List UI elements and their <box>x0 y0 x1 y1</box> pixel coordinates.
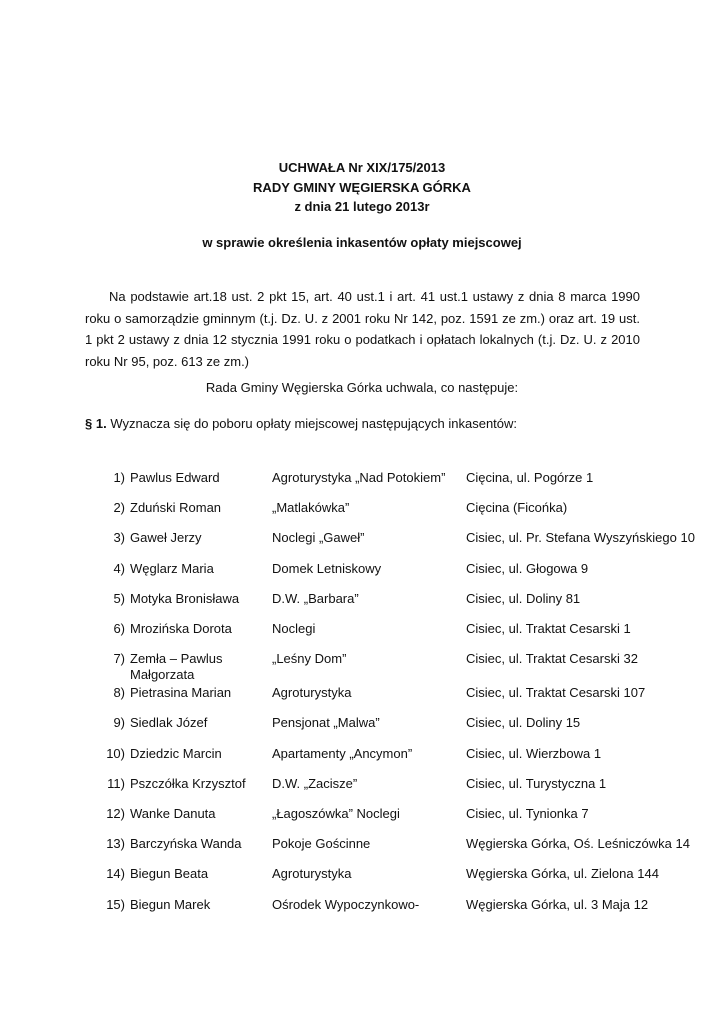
collector-row <box>0 715 724 733</box>
collector-number: 14) <box>106 866 125 881</box>
collector-row <box>0 500 724 518</box>
collector-number: 11) <box>107 776 125 791</box>
lodging-type: D.W. „Zacisze” <box>272 776 358 791</box>
collector-name-cell <box>130 621 265 637</box>
collector-name-cell <box>130 685 265 701</box>
collector-name: Dziedzic Marcin <box>130 746 222 761</box>
section-mark: § 1. <box>85 416 107 431</box>
legal-basis-paragraph <box>85 286 640 372</box>
collector-number: 12) <box>106 806 125 821</box>
collector-name: Wanke Danuta <box>130 806 216 821</box>
collector-name-continued: Małgorzata <box>130 667 195 682</box>
collector-row <box>0 746 724 764</box>
lodging-type: Pensjonat „Malwa” <box>272 715 380 730</box>
collector-number: 7) <box>113 651 125 666</box>
collector-name-cell <box>130 651 265 683</box>
collector-number: 8) <box>113 685 125 700</box>
lodging-address: Cisiec, ul. Tynionka 7 <box>466 806 589 821</box>
collector-number: 4) <box>113 561 125 576</box>
collector-number: 3) <box>113 530 125 545</box>
lodging-type: Noclegi <box>272 621 316 636</box>
collector-row <box>0 897 724 915</box>
collector-name: Siedlak Józef <box>130 715 208 730</box>
lodging-address: Cisiec, ul. Pr. Stefana Wyszyńskiego 10 <box>466 530 695 545</box>
collector-name-cell <box>130 561 265 577</box>
collector-row <box>0 866 724 884</box>
collector-number: 1) <box>113 470 125 485</box>
lodging-address: Cisiec, ul. Doliny 81 <box>466 591 581 606</box>
collector-name-cell <box>130 746 265 762</box>
lodging-type: Noclegi „Gaweł” <box>272 530 365 545</box>
collector-row <box>0 561 724 579</box>
collector-name: Pszczółka Krzysztof <box>130 776 246 791</box>
lodging-address: Węgierska Górka, Oś. Leśniczówka 14 <box>466 836 690 851</box>
legal-basis-text: Na podstawie art.18 ust. 2 pkt 15, art. 40 ust.1 i art. 41 ust.1 ustawy z dnia 8 marca 1990 roku o samorządzie gminnym (t.j. Dz. U. z 2001 roku Nr 142, poz. 1591 ze zm.) oraz art. 19 ust. 1 pkt 2 ustawy z dnia 12 stycznia 1991 roku o podatkach i opłatach lokalnych (t.j. Dz. U. z 2010 roku Nr 95, poz. 613 ze zm.) <box>85 289 640 369</box>
collector-name: Gaweł Jerzy <box>130 530 202 545</box>
lodging-type: Apartamenty „Ancymon” <box>272 746 413 761</box>
collector-row <box>0 806 724 824</box>
collector-number: 9) <box>113 715 125 730</box>
collector-name-cell <box>130 866 265 882</box>
lodging-address: Cięcina (Ficońka) <box>466 500 568 515</box>
lodging-address: Cisiec, ul. Traktat Cesarski 1 <box>466 621 631 636</box>
lodging-type: „Leśny Dom” <box>272 651 347 666</box>
lodging-address: Cisiec, ul. Wierzbowa 1 <box>466 746 602 761</box>
collector-row <box>0 470 724 488</box>
resolution-subject: w sprawie określenia inkasentów opłaty miejscowej <box>202 235 522 250</box>
section-1 <box>85 416 685 432</box>
lodging-address: Cięcina, ul. Pogórze 1 <box>466 470 594 485</box>
lodging-type: Ośrodek Wypoczynkowo- <box>272 897 420 912</box>
collector-name-cell <box>130 836 265 852</box>
collector-name-cell <box>130 897 265 913</box>
collector-name-cell <box>130 715 265 731</box>
collector-name-cell <box>130 776 265 792</box>
collector-name-cell <box>130 500 265 516</box>
resolution-date: z dnia 21 lutego 2013r <box>294 199 430 214</box>
lodging-address: Cisiec, ul. Traktat Cesarski 107 <box>466 685 646 700</box>
section-text: Wyznacza się do poboru opłaty miejscowej następujących inkasentów: <box>110 416 518 431</box>
lodging-address: Cisiec, ul. Traktat Cesarski 32 <box>466 651 638 666</box>
council-name: RADY GMINY WĘGIERSKA GÓRKA <box>253 180 471 195</box>
collector-name: Pawlus Edward <box>130 470 220 485</box>
collector-row <box>0 530 724 548</box>
lodging-address: Węgierska Górka, ul. 3 Maja 12 <box>466 897 649 912</box>
collector-name: Pietrasina Marian <box>130 685 232 700</box>
collector-row <box>0 685 724 703</box>
lodging-address: Cisiec, ul. Doliny 15 <box>466 715 581 730</box>
collector-name: Węglarz Maria <box>130 561 214 576</box>
collector-number: 13) <box>106 836 125 851</box>
collector-name: Motyka Bronisława <box>130 591 240 606</box>
collector-name: Barczyńska Wanda <box>130 836 242 851</box>
collector-row <box>0 621 724 639</box>
collector-row <box>0 591 724 609</box>
collector-name: Zemła – Pawlus <box>130 651 223 666</box>
collector-number: 10) <box>106 746 125 761</box>
collector-name: Biegun Beata <box>130 866 209 881</box>
collector-number: 5) <box>113 591 125 606</box>
lodging-type: „Łagoszówka” Noclegi <box>272 806 400 821</box>
lodging-type: Pokoje Gościnne <box>272 836 371 851</box>
resolution-number: UCHWAŁA Nr XIX/175/2013 <box>278 160 446 175</box>
lodging-type: „Matlakówka” <box>272 500 350 515</box>
collector-number: 6) <box>113 621 125 636</box>
collector-name-cell <box>130 470 265 486</box>
lodging-address: Cisiec, ul. Turystyczna 1 <box>466 776 607 791</box>
resolves-statement: Rada Gminy Węgierska Górka uchwala, co następuje: <box>205 380 519 395</box>
lodging-address: Cisiec, ul. Głogowa 9 <box>466 561 589 576</box>
lodging-type: Agroturystyka <box>272 685 352 700</box>
collector-name-cell <box>130 530 265 546</box>
collector-row <box>0 836 724 854</box>
collector-name: Biegun Marek <box>130 897 211 912</box>
lodging-type: Agroturystyka <box>272 866 352 881</box>
collector-name: Zduński Roman <box>130 500 222 515</box>
lodging-type: D.W. „Barbara” <box>272 591 359 606</box>
collector-number: 15) <box>106 897 125 912</box>
lodging-type: Agroturystyka „Nad Potokiem” <box>272 470 446 485</box>
collector-name-cell <box>130 806 265 822</box>
collector-row <box>0 776 724 794</box>
collector-number: 2) <box>113 500 125 515</box>
lodging-type: Domek Letniskowy <box>272 561 382 576</box>
collector-row <box>0 651 724 682</box>
lodging-address: Węgierska Górka, ul. Zielona 144 <box>466 866 659 881</box>
collector-name: Mrozińska Dorota <box>130 621 232 636</box>
collector-name-cell <box>130 591 265 607</box>
